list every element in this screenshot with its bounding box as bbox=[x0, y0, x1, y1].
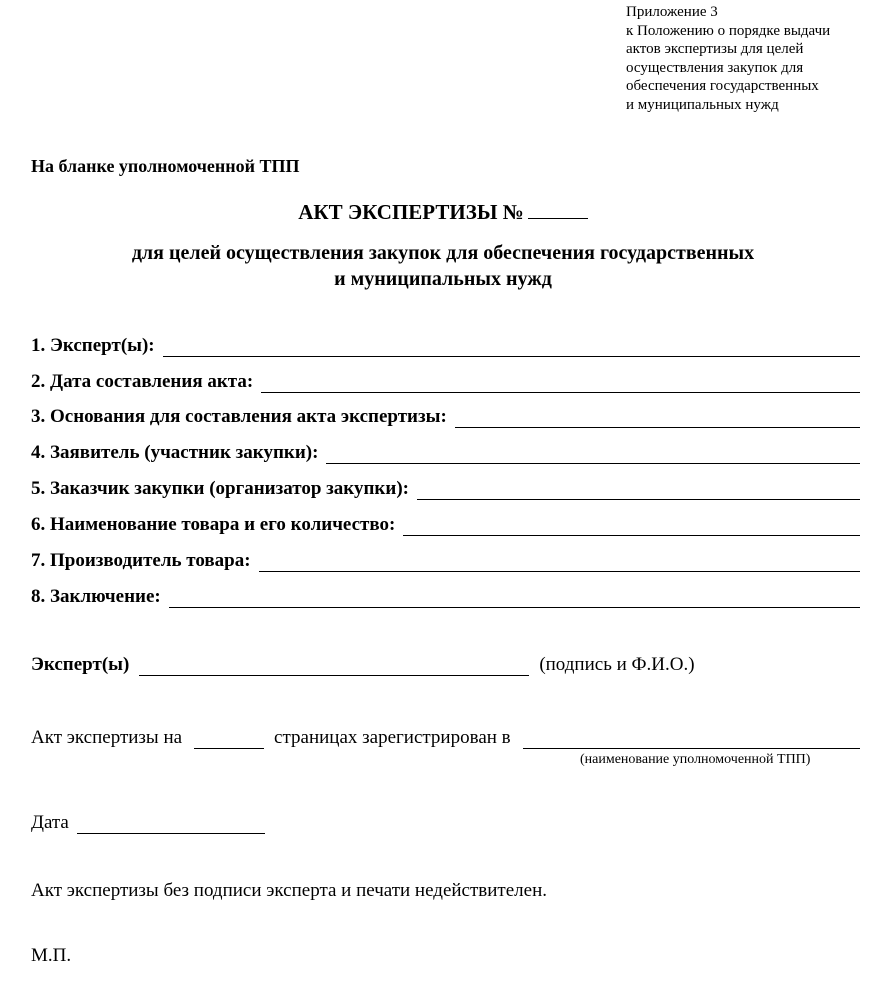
registration-row bbox=[31, 727, 860, 749]
signature-blank[interactable] bbox=[139, 655, 529, 676]
act-number-blank[interactable] bbox=[528, 198, 588, 219]
chamber-name-caption: (наименование уполномоченной ТПП) bbox=[580, 752, 811, 767]
signature-label: Эксперт(ы) bbox=[31, 654, 130, 675]
field-blank[interactable] bbox=[261, 374, 860, 393]
stamp-placeholder: М.П. bbox=[31, 945, 72, 966]
document-title bbox=[0, 198, 880, 225]
field-conclusion bbox=[31, 584, 860, 608]
field-blank[interactable] bbox=[326, 445, 860, 464]
registration-prefix: Акт экспертизы на bbox=[31, 727, 183, 748]
appendix-line: Приложение 3 bbox=[626, 4, 718, 20]
field-experts bbox=[31, 333, 860, 357]
date-label: Дата bbox=[31, 812, 69, 833]
field-blank[interactable] bbox=[417, 481, 860, 500]
appendix-note bbox=[626, 3, 830, 114]
field-blank[interactable] bbox=[169, 589, 860, 608]
field-label: 8. Заключение: bbox=[31, 586, 161, 607]
field-customer bbox=[31, 476, 860, 500]
appendix-line: актов экспертизы для целей bbox=[626, 41, 804, 57]
appendix-line: обеспечения государственных bbox=[626, 78, 819, 94]
field-label: 7. Производитель товара: bbox=[31, 550, 251, 571]
chamber-name-blank[interactable] bbox=[523, 728, 860, 749]
field-blank[interactable] bbox=[259, 553, 860, 572]
appendix-line: осуществления закупок для bbox=[626, 59, 804, 76]
field-manufacturer bbox=[31, 548, 860, 572]
date-blank[interactable] bbox=[77, 813, 265, 834]
registration-middle: страницах зарегистрирован в bbox=[274, 727, 511, 748]
field-blank[interactable] bbox=[403, 517, 860, 536]
field-label: 2. Дата составления акта: bbox=[31, 371, 254, 392]
field-blank[interactable] bbox=[455, 409, 860, 428]
expert-signature-row bbox=[31, 654, 695, 676]
page-count-blank[interactable] bbox=[194, 728, 264, 749]
appendix-line: и муниципальных нужд bbox=[626, 96, 779, 113]
subtitle-line-2: и муниципальных нужд bbox=[334, 268, 552, 290]
field-label: 4. Заявитель (участник закупки): bbox=[31, 442, 319, 463]
date-row bbox=[31, 812, 265, 834]
field-grounds bbox=[31, 404, 860, 428]
field-date bbox=[31, 369, 860, 393]
validity-note: Акт экспертизы без подписи эксперта и печати недействителен. bbox=[31, 880, 547, 901]
field-label: 3. Основания для составления акта экспертизы: bbox=[31, 406, 447, 427]
signature-hint: (подпись и Ф.И.О.) bbox=[539, 654, 695, 675]
field-goods bbox=[31, 512, 860, 536]
document-subtitle bbox=[0, 240, 880, 292]
field-applicant bbox=[31, 440, 860, 464]
subtitle-line-1: для целей осуществления закупок для обеспечения государственных bbox=[131, 242, 755, 264]
field-label: 1. Эксперт(ы): bbox=[31, 335, 155, 356]
field-blank[interactable] bbox=[163, 338, 860, 357]
field-label: 5. Заказчик закупки (организатор закупки): bbox=[31, 478, 409, 499]
letterhead-note: На бланке уполномоченной ТПП bbox=[31, 156, 300, 176]
field-label: 6. Наименование товара и его количество: bbox=[31, 514, 396, 535]
appendix-line: к Положению о порядке выдачи bbox=[626, 22, 831, 39]
document-title-text: АКТ ЭКСПЕРТИЗЫ № bbox=[298, 200, 524, 224]
